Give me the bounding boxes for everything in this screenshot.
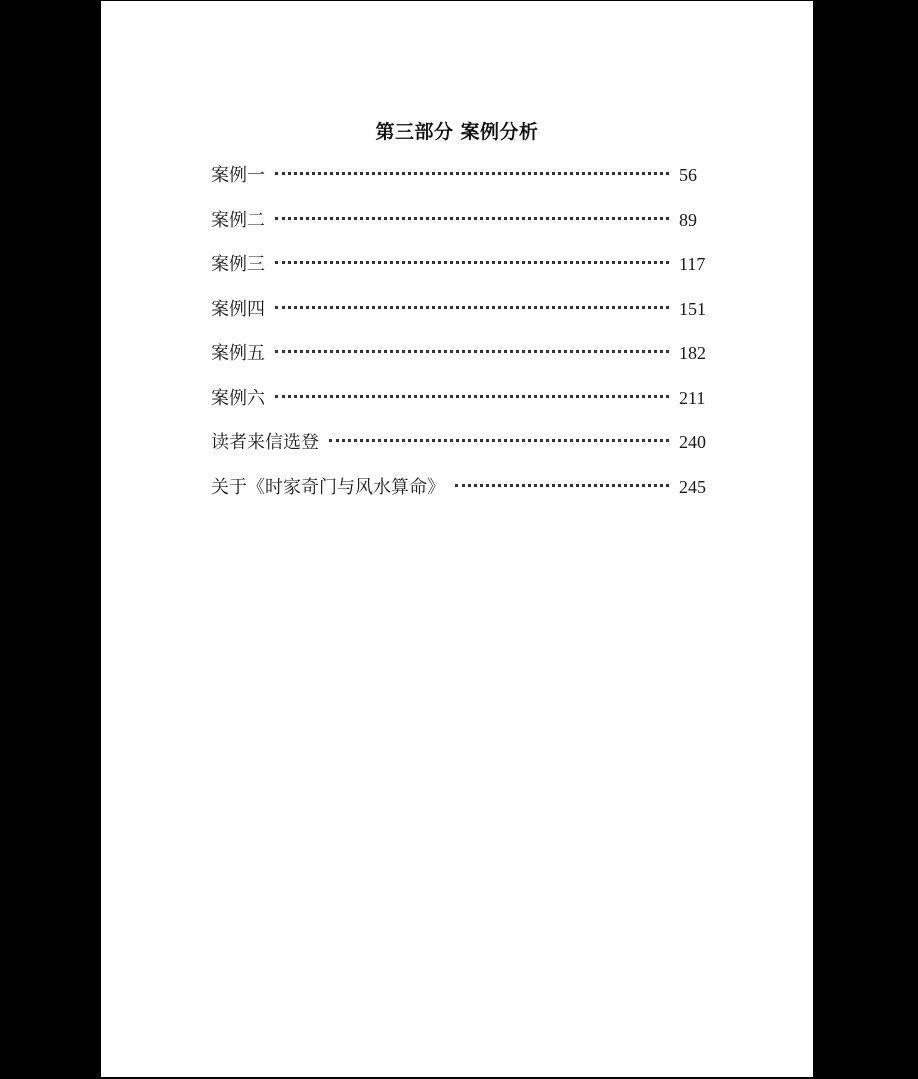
toc-entry — [211, 295, 709, 340]
toc-entry-label: 案例一 — [211, 165, 265, 186]
toc-entry-label: 案例三 — [211, 254, 265, 275]
section-title: 第三部分 案例分析 — [375, 121, 539, 143]
dot-leader — [275, 350, 669, 353]
toc-entry-label: 读者来信选登 — [211, 432, 319, 453]
toc-entry-page: 182 — [679, 343, 706, 363]
toc-entry — [211, 473, 709, 518]
toc-entry-page: 211 — [679, 387, 706, 408]
dot-leader — [275, 217, 669, 220]
dot-leader — [329, 439, 669, 442]
toc-entry-page: 151 — [679, 298, 706, 319]
toc-entry-label: 案例四 — [211, 298, 265, 320]
toc-entry-label: 案例五 — [211, 343, 265, 364]
toc-entry-page: 240 — [679, 432, 706, 452]
dot-leader — [275, 172, 669, 175]
toc-entry-label: 案例六 — [211, 387, 265, 409]
toc-entry-page: 56 — [679, 165, 697, 185]
toc-entry — [211, 206, 709, 251]
toc-entry-page: 89 — [679, 209, 697, 230]
dot-leader — [275, 395, 669, 398]
dot-leader — [275, 261, 669, 264]
dot-leader — [455, 484, 669, 487]
toc-entry-page: 245 — [679, 476, 706, 497]
document-page — [101, 1, 813, 1077]
dot-leader — [275, 306, 669, 309]
toc-entry — [211, 428, 709, 473]
toc-entry — [211, 161, 709, 206]
toc-entry-label: 案例二 — [211, 209, 265, 231]
toc-entry — [211, 384, 709, 429]
toc-entry — [211, 339, 709, 384]
toc-entry — [211, 250, 709, 295]
toc-entry-label: 关于《时家奇门与风水算命》 — [211, 476, 445, 498]
toc-entry-page: 117 — [679, 254, 706, 274]
table-of-contents — [211, 161, 709, 517]
